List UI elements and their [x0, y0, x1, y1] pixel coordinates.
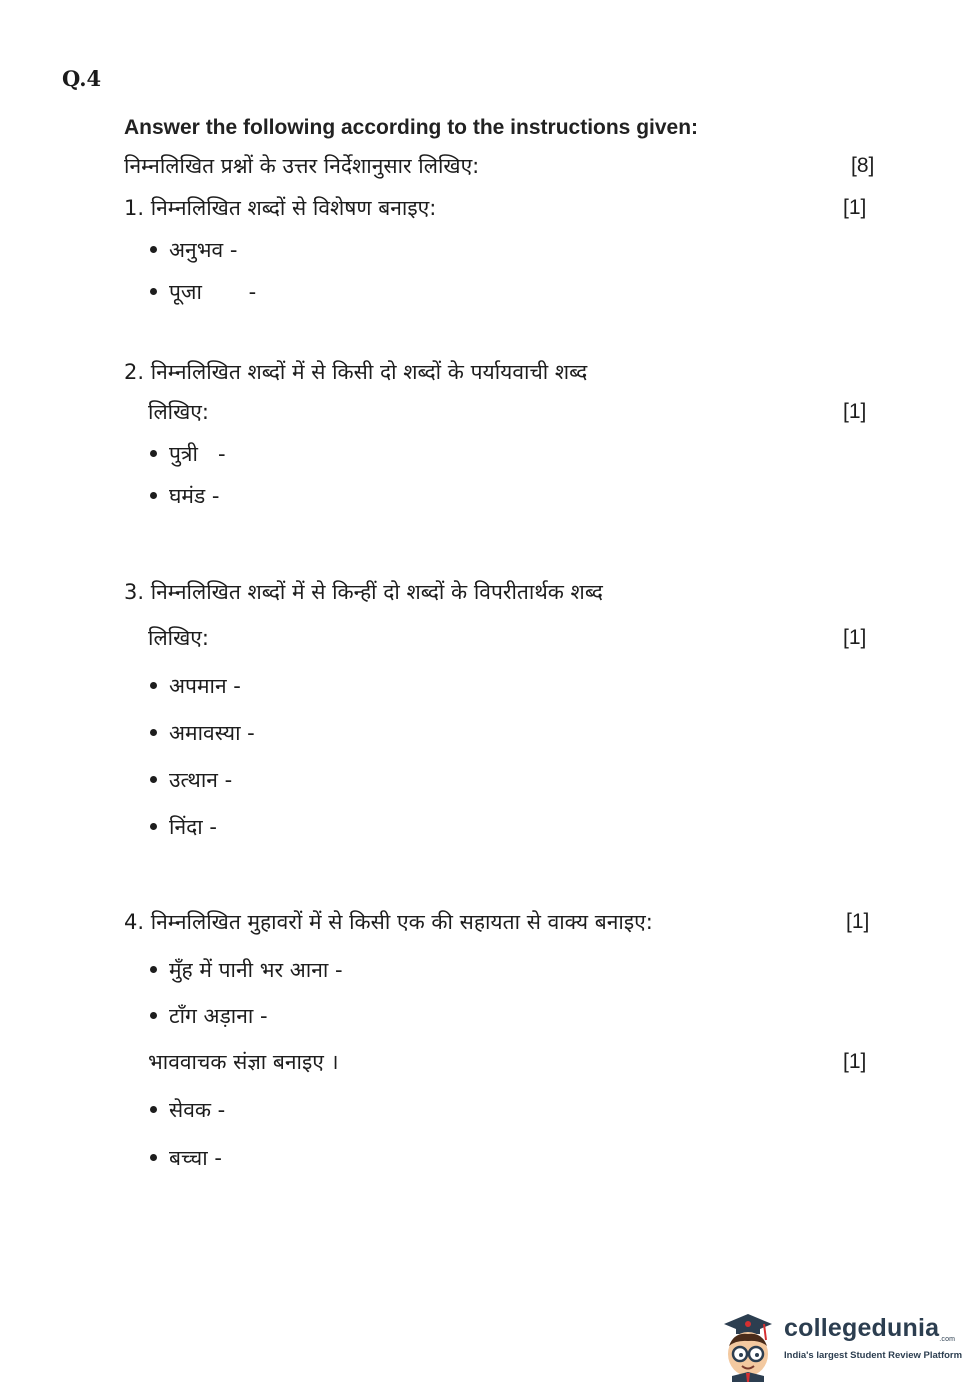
- bullet-icon: [150, 682, 157, 689]
- section-1-marks: [1]: [843, 196, 867, 219]
- bullet-icon: [150, 492, 157, 499]
- list-item: घमंड -: [150, 482, 219, 510]
- section-4-title: 4. निम्नलिखित मुहावरों में से किसी एक की सहायता से वाक्य बनाइए:: [124, 910, 653, 934]
- instruction-hindi: निम्नलिखित प्रश्नों के उत्तर निर्देशानुसार लिखिए:: [124, 154, 480, 178]
- section-3-title-line1: 3. निम्नलिखित शब्दों में से किन्हीं दो शब्दों के विपरीतार्थक शब्द: [124, 580, 603, 604]
- collegedunia-logo: [716, 1310, 966, 1382]
- list-item: टाँग अड़ाना -: [150, 1002, 268, 1030]
- bullet-icon: [150, 966, 157, 973]
- section-2-title-line1: 2. निम्नलिखित शब्दों में से किसी दो शब्दों के पर्यायवाची शब्द: [124, 360, 588, 384]
- bullet-icon: [150, 1106, 157, 1113]
- list-item: अनुभव -: [150, 236, 237, 264]
- bullet-icon: [150, 729, 157, 736]
- list-item: पूजा -: [150, 278, 256, 306]
- list-item: मुँह में पानी भर आना -: [150, 956, 343, 984]
- bullet-icon: [150, 823, 157, 830]
- list-item: अपमान -: [150, 672, 241, 700]
- logo-suffix: .com: [939, 1336, 956, 1343]
- logo-tagline: India's largest Student Review Platform: [784, 1350, 963, 1361]
- bullet-icon: [150, 246, 157, 253]
- bullet-icon: [150, 1154, 157, 1161]
- instruction-english: Answer the following according to the instructions given:: [124, 116, 699, 139]
- bullet-icon: [150, 288, 157, 295]
- list-item: बच्चा -: [150, 1144, 222, 1172]
- section-2-marks: [1]: [843, 400, 867, 423]
- list-item: अमावस्या -: [150, 719, 255, 747]
- question-number: Q.4: [62, 66, 102, 91]
- logo-wordmark: collegedunia.com: [784, 1314, 956, 1343]
- total-marks: [8]: [851, 154, 875, 177]
- list-item: निंदा -: [150, 813, 217, 841]
- section-3-title-line2: लिखिए:: [148, 626, 209, 650]
- section-5-title: भाववाचक संज्ञा बनाइए ।: [148, 1050, 339, 1074]
- section-4-marks: [1]: [846, 910, 870, 933]
- bullet-icon: [150, 1012, 157, 1019]
- list-item: उत्थान -: [150, 766, 232, 794]
- section-2-title-line2: लिखिए:: [148, 400, 209, 424]
- section-3-marks: [1]: [843, 626, 867, 649]
- student-mascot-icon: [716, 1310, 780, 1382]
- bullet-icon: [150, 776, 157, 783]
- list-item: सेवक -: [150, 1096, 225, 1124]
- section-1-title: 1. निम्नलिखित शब्दों से विशेषण बनाइए:: [124, 196, 437, 220]
- list-item: पुत्री -: [150, 440, 226, 468]
- bullet-icon: [150, 450, 157, 457]
- section-5-marks: [1]: [843, 1050, 867, 1073]
